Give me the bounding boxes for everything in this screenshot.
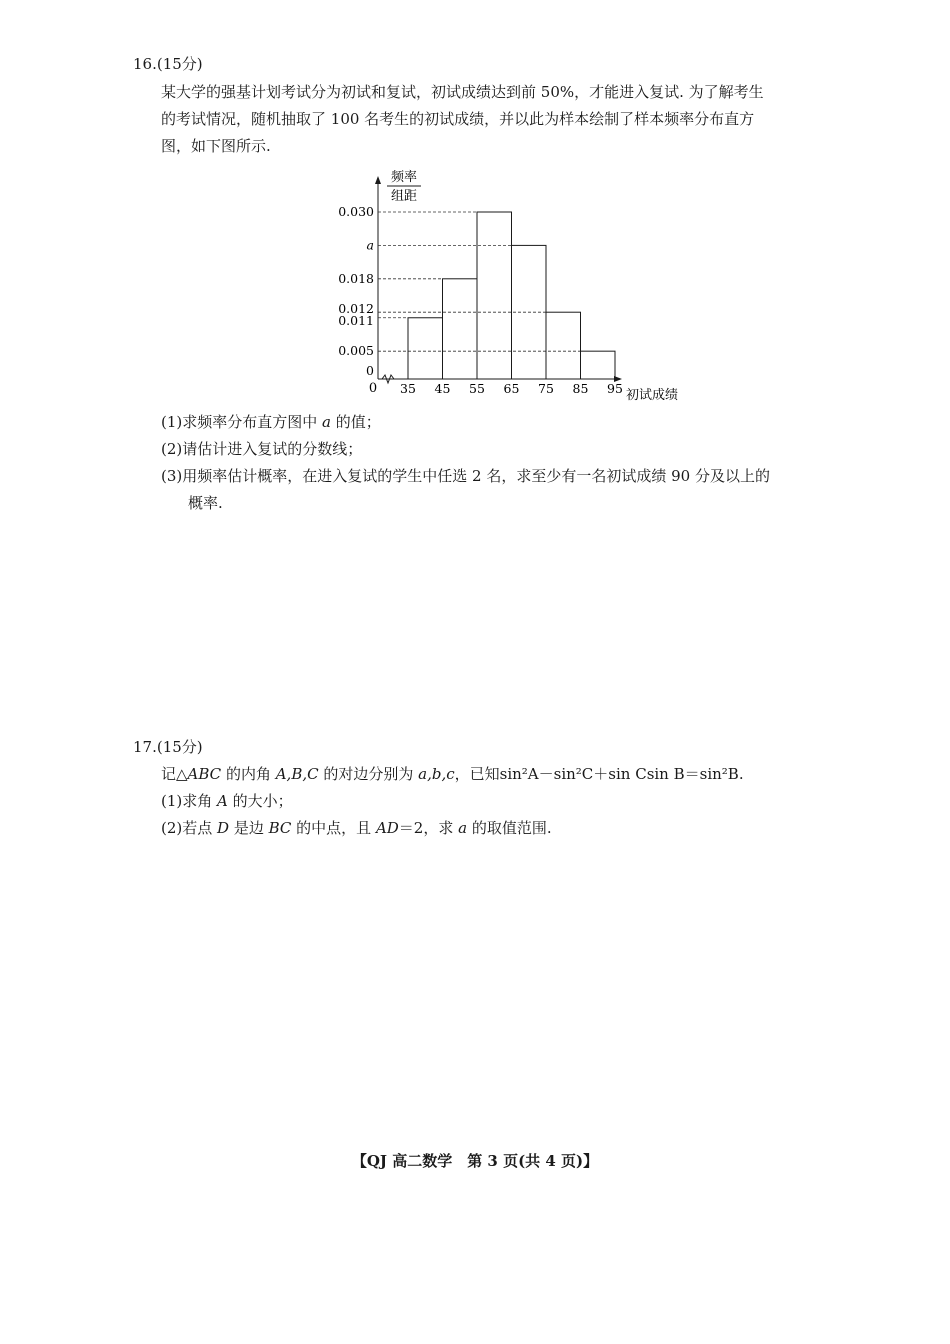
q16-part1-end: 的值； bbox=[330, 413, 381, 431]
histogram-y-tick-labels bbox=[338, 204, 374, 378]
histogram-bar bbox=[477, 212, 512, 379]
q17-segment-ad: AD bbox=[375, 819, 399, 837]
q16-header: 16.(15分) bbox=[133, 55, 203, 73]
q17-part2-b: 是边 bbox=[229, 819, 269, 837]
q17-header: 17.(15分) bbox=[133, 738, 203, 756]
histogram-bar bbox=[546, 312, 581, 379]
y-axis-label-denominator: 组距 bbox=[390, 189, 418, 204]
q17-part2-e: 的取值范围. bbox=[467, 819, 552, 837]
histogram-axes bbox=[375, 176, 622, 383]
x-tick-label: 75 bbox=[538, 381, 554, 396]
q16-part1-text: (1)求频率分布直方图中 bbox=[161, 413, 323, 431]
x-tick-label: 95 bbox=[607, 381, 623, 396]
q16-part1-variable: a bbox=[322, 413, 331, 431]
frequency-histogram bbox=[320, 162, 700, 407]
y-tick-label: 0.030 bbox=[338, 204, 374, 219]
y-tick-label: 0.018 bbox=[338, 270, 374, 286]
q17-part1-text: (1)求角 bbox=[161, 792, 218, 810]
q17-side-a: a bbox=[458, 819, 468, 837]
page-footer: 【QJ 高二数学 第 3 页(共 4 页)】 bbox=[351, 1152, 599, 1170]
q17-body-a: 记△ bbox=[161, 765, 188, 783]
q17-equation: sin²A－sin²C＋sin Csin B＝sin²B. bbox=[499, 765, 744, 783]
y-axis-label-numerator: 频率 bbox=[390, 170, 418, 185]
y-tick-label: a bbox=[366, 237, 374, 253]
q16-part1 bbox=[161, 412, 381, 432]
histogram-bar bbox=[408, 318, 443, 379]
q16-body-line2: 的考试情况，随机抽取了 100 名考生的初试成绩，并以此为样本绘制了样本频率分布直方 bbox=[161, 110, 755, 128]
q17-part2-c: 的中点，且 bbox=[291, 819, 376, 837]
q17-angles: A,B,C bbox=[275, 765, 319, 783]
x-tick-label: 55 bbox=[469, 381, 485, 396]
histogram-bar bbox=[443, 279, 478, 379]
q16-part3-line1: (3)用频率估计概率，在进入复试的学生中任选 2 名，求至少有一名初试成绩 90 分及以上的 bbox=[161, 467, 770, 485]
q17-part2 bbox=[161, 818, 552, 838]
q16-part3-line2: 概率. bbox=[188, 494, 223, 512]
q17-side-bc: BC bbox=[268, 819, 292, 837]
q17-part2-a: (2)若点 bbox=[161, 819, 218, 837]
q16-body-line1: 某大学的强基计划考试分为初试和复试，初试成绩达到前 50%，才能进入复试. 为了解考生 bbox=[161, 83, 764, 101]
q17-point-d: D bbox=[217, 819, 230, 837]
y-tick-label: 0.012 bbox=[338, 301, 374, 317]
histogram-x-tick-labels bbox=[400, 381, 623, 396]
q17-body bbox=[161, 764, 744, 784]
q17-sides: a,b,c bbox=[418, 765, 455, 783]
y-tick-label: 0 bbox=[366, 363, 374, 378]
x-tick-label: 45 bbox=[434, 381, 451, 396]
x-tick-label: 85 bbox=[572, 381, 589, 396]
q17-body-d: ，已知 bbox=[454, 765, 500, 783]
q17-part1 bbox=[161, 791, 293, 811]
origin-label: 0 bbox=[368, 381, 378, 396]
q17-body-c: 的对边分别为 bbox=[318, 765, 419, 783]
q17-body-b: 的内角 bbox=[221, 765, 276, 783]
x-tick-label: 65 bbox=[503, 381, 520, 396]
q16-part2: (2)请估计进入复试的分数线； bbox=[161, 440, 363, 458]
q16-body-line3: 图，如下图所示. bbox=[161, 137, 271, 155]
y-tick-label: 0.011 bbox=[338, 312, 374, 328]
histogram-bars bbox=[408, 212, 615, 379]
y-axis-arrow bbox=[375, 176, 381, 184]
q17-part2-d: ＝2，求 bbox=[398, 819, 459, 837]
x-axis-label: 初试成绩 bbox=[626, 388, 679, 403]
q17-part1-end: 的大小； bbox=[227, 792, 293, 810]
q17-triangle-name: ABC bbox=[187, 765, 222, 783]
x-tick-label: 35 bbox=[400, 381, 416, 396]
histogram-bar bbox=[581, 351, 616, 379]
q17-part1-variable: A bbox=[217, 792, 228, 810]
y-tick-label: 0.005 bbox=[338, 343, 374, 359]
